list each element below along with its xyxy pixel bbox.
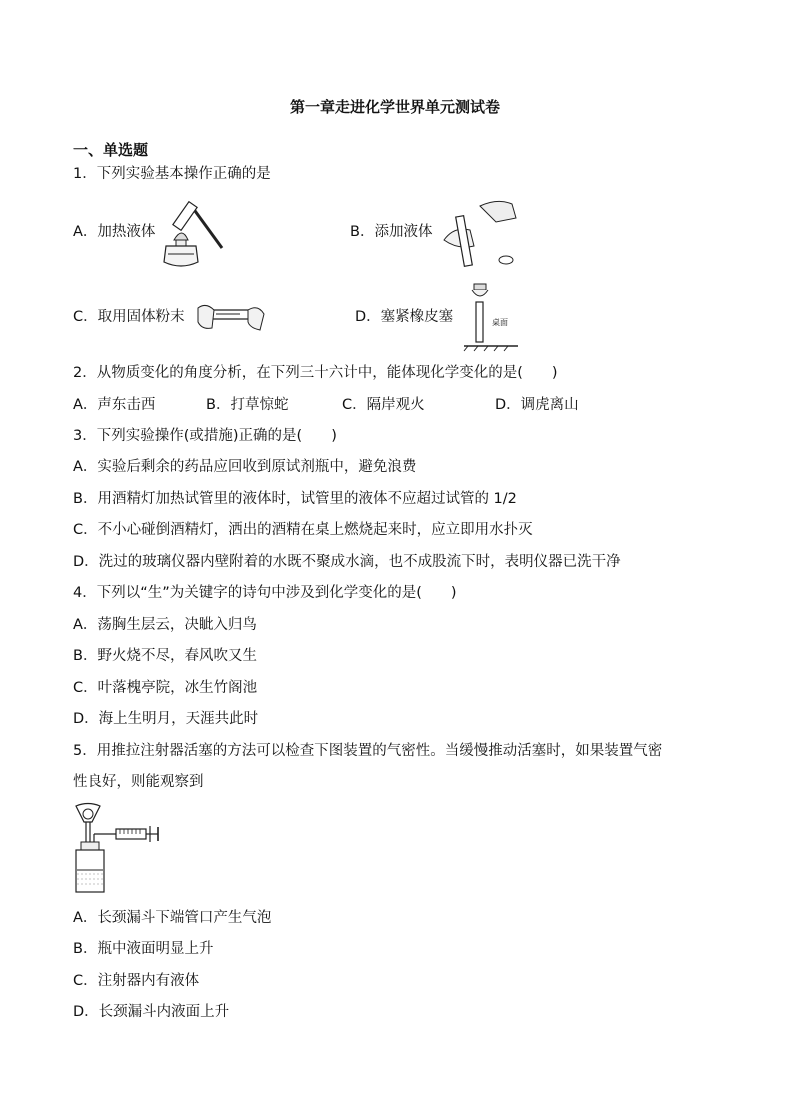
q4-option-c: C．叶落槐亭院，冰生竹阁池 [73, 680, 258, 696]
q3-option-b: B．用酒精灯加热试管里的液体时，试管里的液体不应超过试管的 1/2 [73, 491, 517, 507]
q1-option-c: C．取用固体粉末 [73, 309, 185, 325]
q5-option-b: B．瓶中液面明显上升 [73, 941, 214, 957]
q5-option-d: D．长颈漏斗内液面上升 [73, 1004, 230, 1020]
question-5-stem-line-1: 5．用推拉注射器活塞的方法可以检查下图装置的气密性。当缓慢推动活塞时，如果装置气密 [73, 743, 663, 759]
question-5-stem-line-2: 性良好，则能观察到 [73, 774, 204, 790]
stopper-figure [460, 280, 522, 352]
q4-option-b: B．野火烧不尽，春风吹又生 [73, 648, 257, 664]
question-4-stem: 4．下列以“生”为关键字的诗句中涉及到化学变化的是( ) [73, 585, 457, 601]
q1-option-d: D．塞紧橡皮塞 [355, 309, 454, 325]
q2-option-b: B．打草惊蛇 [206, 397, 289, 413]
q5-option-c: C．注射器内有液体 [73, 973, 200, 989]
q2-option-c: C．隔岸观火 [342, 397, 425, 413]
desk-label: 桌面 [492, 318, 508, 327]
adding-liquid-figure [440, 196, 522, 268]
q1-option-b: B．添加液体 [350, 224, 433, 240]
q3-option-a: A．实验后剩余的药品应回收到原试剂瓶中，避免浪费 [73, 459, 417, 475]
q5-option-a: A．长颈漏斗下端管口产生气泡 [73, 910, 272, 926]
q3-option-c: C．不小心碰倒酒精灯，洒出的酒精在桌上燃烧起来时，应立即用水扑灭 [73, 522, 533, 538]
powder-figure [196, 298, 266, 334]
page-title: 第一章走进化学世界单元测试卷 [289, 98, 500, 116]
q4-option-d: D．海上生明月，天涯共此时 [73, 711, 259, 727]
section-heading: 一、单选题 [73, 141, 149, 159]
q4-option-a: A．荡胸生层云，决眦入归鸟 [73, 617, 257, 633]
heating-liquid-figure [160, 200, 226, 270]
question-3-stem: 3．下列实验操作(或措施)正确的是( ) [73, 428, 337, 444]
question-2-stem: 2．从物质变化的角度分析，在下列三十六计中，能体现化学变化的是( ) [73, 365, 558, 381]
q3-option-d: D．洗过的玻璃仪器内壁附着的水既不聚成水滴，也不成股流下时，表明仪器已洗干净 [73, 554, 621, 570]
question-1-stem: 1．下列实验基本操作正确的是 [73, 166, 271, 182]
q2-option-d: D．调虎离山 [495, 397, 579, 413]
q1-option-a: A．加热液体 [73, 224, 156, 240]
q2-option-a: A．声东击西 [73, 397, 156, 413]
airtightness-apparatus-figure [72, 802, 164, 896]
